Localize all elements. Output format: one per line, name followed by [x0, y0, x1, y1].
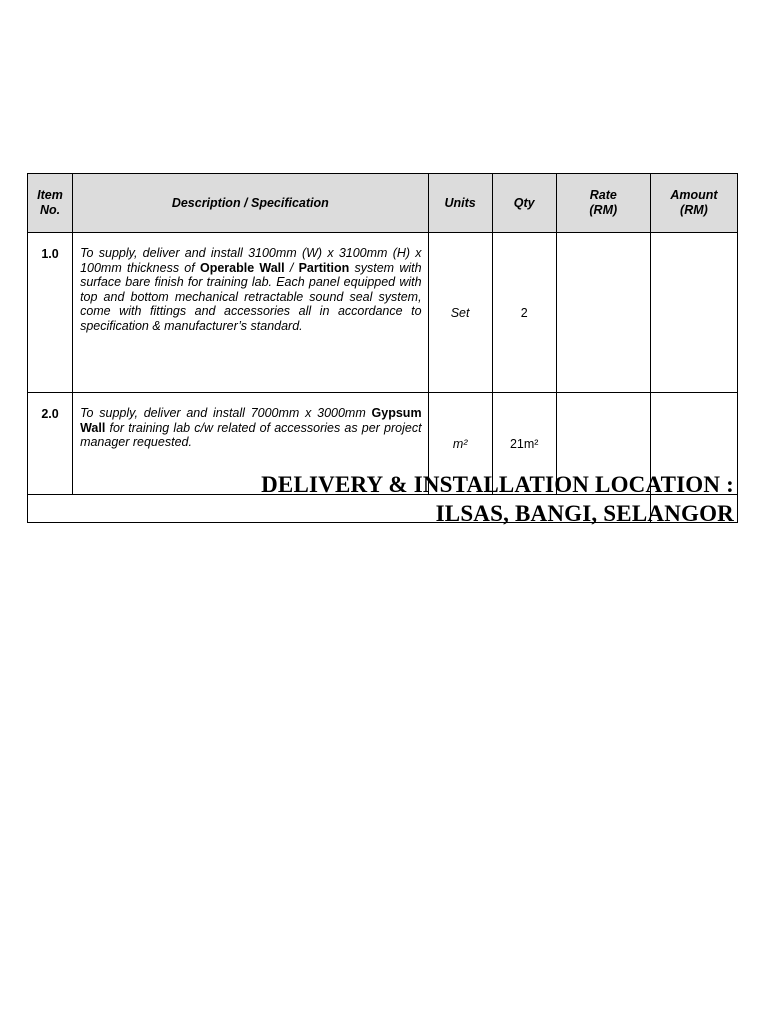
item-units: Set — [428, 233, 492, 393]
header-item-no — [28, 174, 73, 233]
header-description: Description / Specification — [73, 174, 429, 233]
description-text: To supply, deliver and install 7000mm x 3000mm — [80, 406, 372, 420]
item-number: 1.0 — [28, 233, 73, 393]
description-text: / — [284, 260, 299, 275]
location-value: ILSAS, BANGI, SELANGOR — [435, 501, 734, 526]
header-amount-line2: (RM) — [680, 203, 708, 217]
header-item-line1: Item — [37, 188, 63, 202]
description-text: system with surface bare finish for training lab. Each panel equipped with top and bottom mechanical retractable sound seal system, come with fittings and accessories all in accordance to specification & manufacturer’s standard. — [80, 260, 422, 333]
table-header — [28, 174, 738, 233]
header-rate — [556, 174, 650, 233]
description-bold-text: Operable Wall — [199, 260, 285, 275]
table-row — [28, 233, 738, 393]
header-rate-line2: (RM) — [589, 203, 618, 217]
header-item-line2: No. — [39, 203, 61, 217]
item-amount — [650, 233, 737, 393]
item-description — [73, 233, 429, 393]
header-rate-line1: Rate — [589, 188, 617, 202]
header-row — [28, 174, 738, 233]
item-number: 2.0 — [28, 393, 73, 495]
item-qty: 2 — [492, 233, 556, 393]
item-qty: 21m² — [492, 393, 556, 495]
header-amount — [650, 174, 737, 233]
header-qty: Qty — [492, 174, 556, 233]
item-rate — [556, 233, 650, 393]
description-bold-text: Partition — [298, 260, 350, 275]
description-text: for training lab c/w related of accessories as per project manager requested. — [80, 420, 422, 450]
header-amount-line1: Amount — [670, 188, 718, 202]
description-text: To supply, deliver and install 3100mm (W) x 3100mm (H) x 100mm thickness of — [80, 246, 422, 275]
header-units: Units — [428, 174, 492, 233]
item-units: m² — [428, 393, 492, 495]
location-label: DELIVERY & INSTALLATION LOCATION : — [261, 472, 734, 497]
description-bold-text: Gypsum Wall — [80, 406, 422, 435]
delivery-location-heading — [261, 470, 734, 528]
